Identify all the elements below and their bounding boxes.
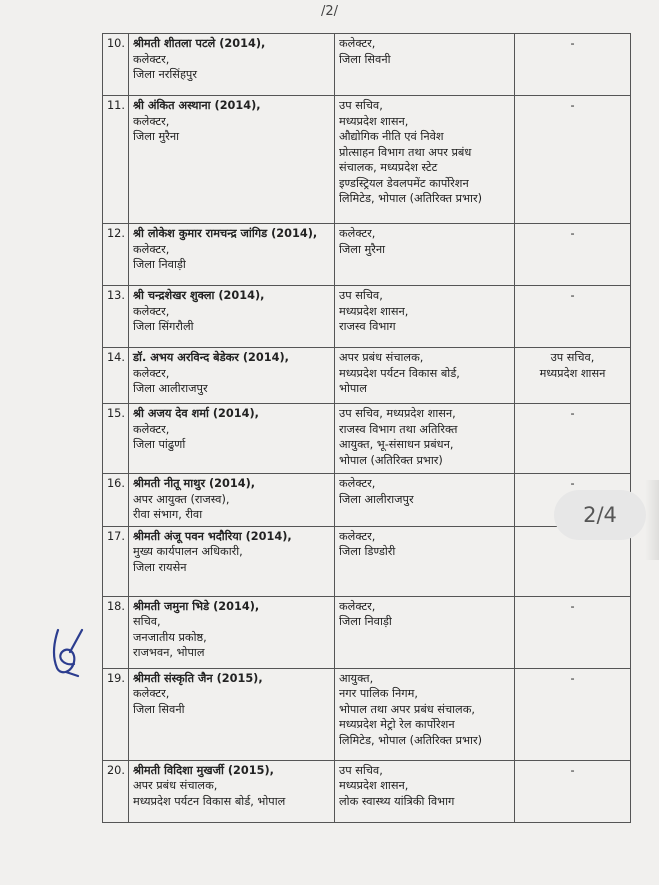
new-posting-cell: [335, 404, 515, 474]
table-row: [103, 596, 631, 668]
new-posting-line: उप सचिव,: [339, 289, 383, 302]
current-posting-line: अपर प्रबंध संचालक,: [133, 779, 218, 792]
new-posting-line: जिला मुरैना: [339, 242, 386, 256]
serial-number-cell: 13.: [103, 286, 129, 348]
officer-cell: [129, 286, 335, 348]
current-posting-line: जिला आलीराजपुर: [133, 382, 208, 395]
new-posting-line: जिला निवाड़ी: [339, 615, 392, 628]
current-posting-line: कलेक्टर,: [133, 114, 170, 128]
additional-charge-cell: [515, 224, 631, 286]
officer-name: श्री लोकेश कुमार रामचन्द्र जांगिड (2014),: [133, 227, 318, 240]
new-posting-line: भोपाल (अतिरिक्त प्रभार): [339, 453, 443, 467]
new-posting-line: राजस्व विभाग तथा अतिरिक्त: [339, 422, 458, 436]
new-posting-line: कलेक्टर,: [339, 599, 376, 613]
officer-name: श्री अजय देव शर्मा (2014),: [133, 407, 259, 420]
current-posting-line: कलेक्टर,: [133, 687, 170, 700]
officer-name: श्रीमती नीतू माथुर (2014),: [133, 477, 256, 490]
new-posting-line: मध्यप्रदेश शासन,: [339, 304, 409, 318]
additional-charge-line: -: [570, 763, 575, 777]
new-posting-cell: [335, 96, 515, 224]
current-posting-line: जिला सिवनी: [133, 702, 185, 716]
current-posting-line: रीवा संभाग, रीवा: [133, 508, 203, 521]
current-posting-line: अपर आयुक्त (राजस्व),: [133, 492, 230, 506]
current-posting-line: जिला नरसिंहपुर: [133, 68, 197, 81]
current-posting-line: कलेक्टर,: [133, 304, 170, 318]
additional-charge-line: उप सचिव,: [550, 351, 595, 364]
officer-cell: [129, 596, 335, 668]
new-posting-cell: [335, 760, 515, 822]
new-posting-line: मध्यप्रदेश पर्यटन विकास बोर्ड,: [339, 366, 460, 380]
serial-number-cell: 17.: [103, 526, 129, 596]
officer-cell: [129, 668, 335, 760]
new-posting-cell: [335, 34, 515, 96]
new-posting-cell: [335, 286, 515, 348]
new-posting-line: नगर पालिक निगम,: [339, 687, 418, 700]
current-posting-line: कलेक्टर,: [133, 242, 170, 256]
serial-number-cell: 14.: [103, 348, 129, 404]
current-posting-line: मध्यप्रदेश पर्यटन विकास बोर्ड, भोपाल: [133, 794, 286, 808]
page-indicator-badge: 2/4: [554, 490, 646, 540]
new-posting-line: लोक स्वास्थ्य यांत्रिकी विभाग: [339, 794, 455, 808]
new-posting-line: आयुक्त,: [339, 671, 374, 685]
new-posting-line: मध्यप्रदेश मेट्रो रेल कार्पोरेशन: [339, 718, 455, 731]
additional-charge-cell: [515, 596, 631, 668]
page-edge-shadow: [645, 480, 659, 560]
new-posting-line: लिमिटेड, भोपाल (अतिरिक्त प्रभार): [339, 192, 483, 205]
additional-charge-cell: [515, 34, 631, 96]
table-row: [103, 760, 631, 822]
new-posting-line: लिमिटेड, भोपाल (अतिरिक्त प्रभार): [339, 733, 483, 747]
table-row: [103, 348, 631, 404]
additional-charge-line: -: [570, 477, 575, 490]
additional-charge-cell: [515, 404, 631, 474]
serial-number-cell: 10.: [103, 34, 129, 96]
table-row: [103, 668, 631, 760]
table-row: [103, 526, 631, 596]
officer-name: श्रीमती जमुना भिडे (2014),: [133, 599, 260, 613]
new-posting-line: उप सचिव,: [339, 99, 383, 112]
new-posting-cell: [335, 348, 515, 404]
new-posting-line: जिला आलीराजपुर: [339, 492, 414, 506]
new-posting-line: इण्डस्ट्रियल डेवलपमेंट कार्पोरेशन: [339, 176, 469, 190]
additional-charge-cell: [515, 348, 631, 404]
new-posting-line: जिला सिवनी: [339, 52, 391, 66]
officer-cell: [129, 526, 335, 596]
serial-number-cell: 11.: [103, 96, 129, 224]
new-posting-line: कलेक्टर,: [339, 37, 376, 50]
current-posting-line: जिला निवाड़ी: [133, 258, 186, 271]
table-row: [103, 474, 631, 527]
additional-charge-line: मध्यप्रदेश शासन: [539, 366, 606, 380]
new-posting-line: आयुक्त, भू-संसाधन प्रबंधन,: [339, 438, 454, 451]
officer-name: श्री चन्द्रशेखर शुक्ला (2014),: [133, 289, 265, 302]
new-posting-cell: [335, 668, 515, 760]
new-posting-cell: [335, 596, 515, 668]
serial-number-cell: 18.: [103, 596, 129, 668]
new-posting-line: भोपाल तथा अपर प्रबंध संचालक,: [339, 702, 475, 716]
current-posting-line: कलेक्टर,: [133, 52, 170, 66]
serial-number-cell: 15.: [103, 404, 129, 474]
additional-charge-line: -: [570, 671, 575, 685]
officer-cell: [129, 348, 335, 404]
transfer-table: [102, 33, 631, 823]
new-posting-line: कलेक्टर,: [339, 529, 376, 543]
additional-charge-cell: [515, 96, 631, 224]
officer-cell: [129, 34, 335, 96]
officer-name: श्री अंकित अस्थाना (2014),: [133, 99, 261, 112]
table-row: [103, 224, 631, 286]
table-row: [103, 404, 631, 474]
current-posting-line: कलेक्टर,: [133, 366, 170, 380]
new-posting-cell: [335, 474, 515, 527]
transfer-table-body: [103, 34, 631, 823]
new-posting-line: कलेक्टर,: [339, 477, 376, 490]
officer-cell: [129, 224, 335, 286]
officer-name: श्रीमती संस्कृति जैन (2015),: [133, 671, 263, 685]
serial-number-cell: 16.: [103, 474, 129, 527]
additional-charge-line: -: [570, 37, 575, 50]
new-posting-line: मध्यप्रदेश शासन,: [339, 114, 409, 128]
page-number: /2/: [320, 4, 339, 19]
current-posting-line: जिला पांढुर्णा: [133, 438, 186, 451]
additional-charge-cell: [515, 286, 631, 348]
current-posting-line: जिला रायसेन: [133, 560, 187, 574]
new-posting-line: उप सचिव,: [339, 763, 383, 777]
additional-charge-cell: [515, 668, 631, 760]
new-posting-line: उप सचिव, मध्यप्रदेश शासन,: [339, 407, 456, 420]
current-posting-line: सचिव,: [133, 615, 161, 628]
new-posting-line: मध्यप्रदेश शासन,: [339, 779, 409, 792]
additional-charge-line: -: [570, 407, 575, 420]
table-row: [103, 34, 631, 96]
officer-cell: [129, 96, 335, 224]
new-posting-line: जिला डिण्डोरी: [339, 545, 396, 558]
current-posting-line: जिला मुरैना: [133, 130, 180, 143]
serial-number-cell: 12.: [103, 224, 129, 286]
officer-name: श्रीमती विदिशा मुखर्जी (2015),: [133, 763, 274, 777]
new-posting-line: कलेक्टर,: [339, 227, 376, 240]
new-posting-cell: [335, 526, 515, 596]
new-posting-line: अपर प्रबंध संचालक,: [339, 351, 424, 364]
officer-cell: [129, 760, 335, 822]
table-row: [103, 286, 631, 348]
serial-number-cell: 20.: [103, 760, 129, 822]
table-row: [103, 96, 631, 224]
officer-name: श्रीमती शीतला पटले (2014),: [133, 37, 266, 50]
new-posting-line: औद्योगिक नीति एवं निवेश: [339, 130, 444, 143]
additional-charge-line: -: [570, 227, 575, 240]
new-posting-line: भोपाल: [339, 382, 367, 395]
new-posting-cell: [335, 224, 515, 286]
new-posting-line: राजस्व विभाग: [339, 320, 396, 333]
additional-charge-line: -: [570, 289, 575, 302]
new-posting-line: संचालक, मध्यप्रदेश स्टेट: [339, 161, 438, 174]
current-posting-line: राजभवन, भोपाल: [133, 646, 205, 659]
current-posting-line: जनजातीय प्रकोष्ठ,: [133, 630, 207, 644]
signature-mark: [48, 622, 90, 678]
officer-name: श्रीमती अंजू पवन भदौरिया (2014),: [133, 529, 292, 543]
officer-cell: [129, 474, 335, 527]
officer-name: डॉ. अभय अरविन्द बेडेकर (2014),: [133, 351, 289, 364]
current-posting-line: कलेक्टर,: [133, 422, 170, 436]
additional-charge-line: -: [570, 99, 575, 112]
current-posting-line: जिला सिंगरौली: [133, 320, 194, 333]
additional-charge-cell: [515, 760, 631, 822]
officer-cell: [129, 404, 335, 474]
additional-charge-line: -: [570, 599, 575, 613]
new-posting-line: प्रोत्साहन विभाग तथा अपर प्रबंध: [339, 145, 472, 159]
current-posting-line: मुख्य कार्यपालन अधिकारी,: [133, 545, 243, 558]
serial-number-cell: 19.: [103, 668, 129, 760]
